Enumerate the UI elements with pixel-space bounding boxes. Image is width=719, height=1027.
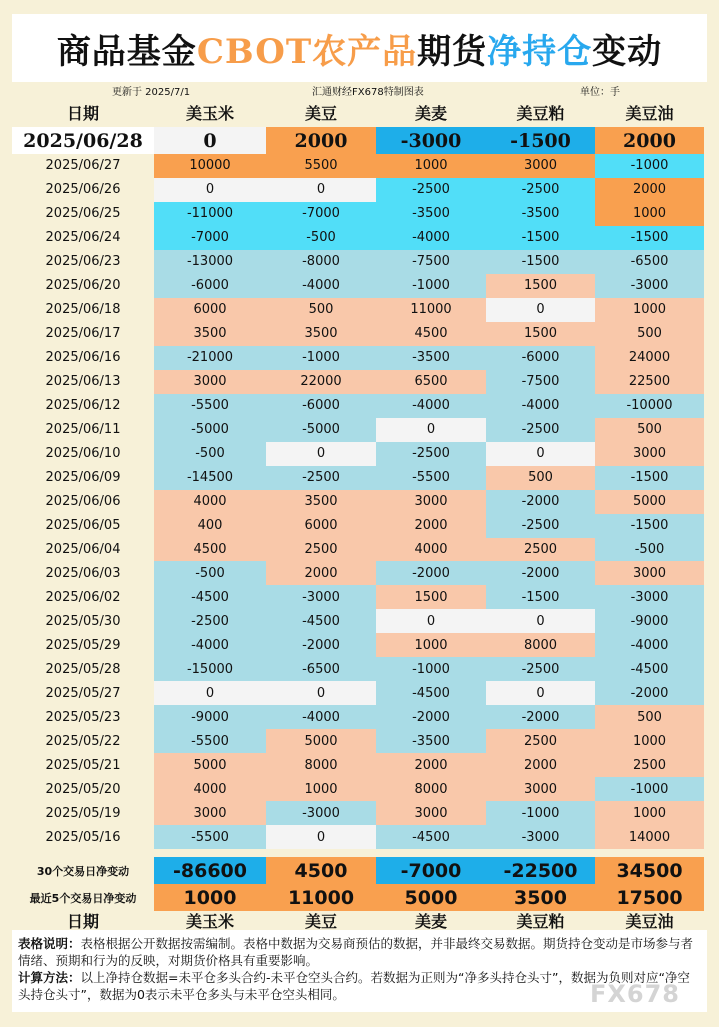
row-value: 1500: [486, 322, 595, 346]
latest-value: 2000: [595, 127, 704, 154]
summary-value: 11000: [266, 884, 376, 911]
row-value: -4000: [486, 394, 595, 418]
row-value: 4000: [154, 490, 266, 514]
row-date: 2025/06/18: [45, 302, 121, 318]
column-footer: 美豆油: [625, 912, 674, 930]
row-value: -3000: [595, 274, 704, 298]
row-date: 2025/06/04: [45, 542, 121, 557]
row-value: 1000: [595, 298, 704, 322]
row-date: 2025/06/13: [45, 374, 121, 390]
row-date: 2025/05/23: [45, 709, 121, 725]
row-value: 500: [266, 298, 376, 322]
row-value: -3500: [376, 202, 486, 226]
row-date: 2025/05/27: [45, 685, 121, 701]
row-value: -4000: [376, 226, 486, 250]
row-value: -6000: [154, 274, 266, 298]
row-value: 3000: [486, 777, 595, 801]
row-value: 2500: [266, 538, 376, 562]
row-date: 2025/06/24: [45, 230, 121, 246]
table-row: [12, 561, 704, 585]
table-description: 表格说明：表格根据公开数据按需编制。表格中数据为交易商预估的数据，并非最终交易数据。期货持仓变动是市场参与者情绪、预期和行为的反映，对期货价格具有重要影响。: [18, 936, 694, 968]
summary-value: -86600: [154, 857, 266, 884]
row-value: -4000: [266, 705, 376, 729]
row-value: -1000: [595, 777, 704, 801]
row-value: 0: [486, 609, 595, 633]
row-value: 500: [595, 322, 704, 346]
row-value: 2500: [595, 753, 704, 777]
row-value: 1500: [486, 274, 595, 298]
row-value: 1000: [376, 154, 486, 178]
row-value: 0: [154, 681, 266, 705]
row-value: -7500: [376, 250, 486, 274]
row-value: 2500: [486, 729, 595, 753]
row-value: 0: [376, 418, 486, 442]
summary-label: 最近5个交易日净变动: [29, 891, 137, 905]
row-value: -2000: [266, 633, 376, 657]
watermark: FX678: [590, 980, 680, 1008]
row-value: -500: [595, 538, 704, 562]
row-value: 24000: [595, 346, 704, 370]
row-value: 4500: [154, 538, 266, 562]
table-row: [12, 154, 704, 178]
row-value: -4500: [376, 681, 486, 705]
table-row: [12, 394, 704, 418]
row-value: -2500: [486, 514, 595, 538]
row-value: -7000: [266, 202, 376, 226]
latest-date: 2025/06/28: [12, 127, 154, 154]
table-row: [12, 490, 704, 514]
summary-value: -7000: [376, 857, 486, 884]
row-value: 5000: [266, 729, 376, 753]
row-date: 2025/05/28: [45, 661, 121, 677]
table-row: [12, 681, 704, 705]
row-value: 3000: [376, 801, 486, 825]
row-value: -1500: [595, 466, 704, 490]
row-value: 2000: [376, 514, 486, 538]
row-value: 0: [266, 825, 376, 849]
row-value: -9000: [595, 609, 704, 633]
row-value: -3000: [266, 801, 376, 825]
row-date: 2025/06/20: [45, 278, 121, 294]
row-value: -3000: [486, 825, 595, 849]
row-date: 2025/06/27: [45, 158, 121, 174]
row-value: 8000: [486, 633, 595, 657]
row-date: 2025/06/17: [45, 326, 121, 342]
row-value: 14000: [595, 825, 704, 849]
table-row: [12, 609, 704, 633]
summary-row: [12, 857, 704, 884]
row-value: -1500: [486, 585, 595, 609]
row-value: -2000: [376, 561, 486, 585]
row-value: -4000: [376, 394, 486, 418]
row-value: -3000: [595, 585, 704, 609]
row-value: 1000: [595, 801, 704, 825]
row-value: 6000: [266, 514, 376, 538]
row-date: 2025/06/05: [45, 518, 121, 534]
row-value: 1000: [266, 777, 376, 801]
row-value: -2500: [486, 178, 595, 202]
row-value: -1000: [595, 154, 704, 178]
row-value: -7000: [154, 226, 266, 250]
row-value: -2000: [486, 490, 595, 514]
latest-value: -1500: [486, 127, 595, 154]
row-value: 8000: [266, 753, 376, 777]
row-value: 4000: [376, 538, 486, 562]
row-value: 500: [595, 418, 704, 442]
row-value: -4500: [376, 825, 486, 849]
row-date: 2025/05/16: [45, 829, 121, 845]
row-value: 3500: [266, 322, 376, 346]
column-header-row: [12, 98, 704, 126]
calculation-method: 计算方法：以上净持仓数据=未平仓多头合约-未平仓空头合约。若数据为正则为“净多头持仓头寸”，数据为负则对应“净空头持仓头寸”，数据为0表示未平仓多头与未平仓空头相同。: [18, 970, 690, 1002]
row-value: 0: [266, 681, 376, 705]
row-value: 2000: [266, 561, 376, 585]
row-date: 2025/06/09: [45, 470, 121, 486]
row-value: 2500: [486, 538, 595, 562]
row-date: 2025/06/23: [45, 254, 121, 270]
table-row: [12, 585, 704, 609]
row-date: 2025/06/10: [45, 446, 121, 462]
source-label: 汇通财经FX678特制图表: [312, 87, 424, 98]
row-value: -4500: [266, 609, 376, 633]
column-header: 美麦: [414, 103, 447, 123]
row-value: -10000: [595, 394, 704, 418]
row-value: 500: [486, 466, 595, 490]
column-footer: 美麦: [414, 912, 447, 930]
table-row: [12, 442, 704, 466]
column-header: 美豆油: [625, 103, 674, 123]
row-date: 2025/05/21: [45, 757, 121, 773]
row-value: -500: [154, 561, 266, 585]
page-title: [12, 14, 707, 82]
row-value: -5500: [376, 466, 486, 490]
row-date: 2025/05/19: [45, 805, 121, 821]
table-row: [12, 418, 704, 442]
table-row: [12, 226, 704, 250]
table-row: [12, 322, 704, 346]
column-footer: 日期: [66, 912, 99, 930]
row-value: -3500: [376, 729, 486, 753]
summary-value: 17500: [595, 884, 704, 911]
row-value: -5000: [266, 418, 376, 442]
summary-value: 3500: [486, 884, 595, 911]
column-footer-row: [12, 911, 704, 930]
row-value: 3000: [595, 442, 704, 466]
row-value: -2500: [376, 178, 486, 202]
row-value: -2000: [595, 681, 704, 705]
table-row: [12, 825, 704, 849]
row-value: 500: [595, 705, 704, 729]
row-value: -1000: [376, 274, 486, 298]
row-value: 2000: [376, 753, 486, 777]
row-value: -15000: [154, 657, 266, 681]
table-row: [12, 178, 704, 202]
column-header: 美玉米: [185, 103, 234, 123]
latest-value: 0: [154, 127, 266, 154]
row-value: 3500: [154, 322, 266, 346]
row-value: 0: [486, 681, 595, 705]
row-value: 1500: [376, 585, 486, 609]
title-part-3: 期货: [417, 31, 488, 72]
row-value: -5500: [154, 825, 266, 849]
table-row: [12, 705, 704, 729]
row-value: 1000: [595, 202, 704, 226]
row-value: -2500: [266, 466, 376, 490]
row-date: 2025/06/06: [45, 494, 121, 510]
row-value: 3000: [486, 154, 595, 178]
row-date: 2025/06/02: [45, 589, 121, 605]
table-row: [12, 777, 704, 801]
row-date: 2025/06/25: [45, 206, 121, 222]
unit-label: 单位：手: [580, 87, 620, 98]
title-part-1: 商品基金: [56, 31, 197, 72]
column-footer: 美豆粕: [516, 912, 565, 930]
row-value: -2000: [486, 705, 595, 729]
row-value: -3500: [486, 202, 595, 226]
row-value: -5500: [154, 394, 266, 418]
row-value: -1500: [486, 250, 595, 274]
row-value: -21000: [154, 346, 266, 370]
row-value: 5500: [266, 154, 376, 178]
row-value: -2500: [486, 657, 595, 681]
row-date: 2025/06/26: [45, 182, 121, 198]
column-footer: 美玉米: [185, 912, 234, 930]
table-row: [12, 274, 704, 298]
row-value: -4500: [595, 657, 704, 681]
table-row: [12, 250, 704, 274]
table-row: [12, 729, 704, 753]
summary-value: 5000: [376, 884, 486, 911]
row-value: -3000: [266, 585, 376, 609]
row-date: 2025/06/12: [45, 398, 121, 414]
row-date: 2025/06/11: [45, 422, 121, 438]
row-date: 2025/05/29: [45, 637, 121, 653]
latest-value: -3000: [376, 127, 486, 154]
row-value: 5000: [154, 753, 266, 777]
row-value: 3000: [154, 801, 266, 825]
table-row: [12, 538, 704, 562]
table-row: [12, 801, 704, 825]
row-value: 0: [376, 609, 486, 633]
row-value: 3000: [595, 561, 704, 585]
summary-value: 4500: [266, 857, 376, 884]
table-row: [12, 202, 704, 226]
row-date: 2025/06/03: [45, 565, 121, 581]
row-value: 22000: [266, 370, 376, 394]
column-header: 美豆: [304, 103, 337, 123]
summary-value: 34500: [595, 857, 704, 884]
row-value: -2000: [376, 705, 486, 729]
latest-value: 2000: [266, 127, 376, 154]
row-value: 2000: [595, 178, 704, 202]
table-row: [12, 466, 704, 490]
column-header: 美豆粕: [516, 103, 565, 123]
row-value: -1500: [486, 226, 595, 250]
row-value: -7500: [486, 370, 595, 394]
summary-row: [12, 884, 704, 911]
row-value: -4000: [266, 274, 376, 298]
row-value: 8000: [376, 777, 486, 801]
row-value: 11000: [376, 298, 486, 322]
summary-label: 30个交易日净变动: [36, 864, 130, 878]
row-value: -2500: [376, 442, 486, 466]
summary-value: 1000: [154, 884, 266, 911]
row-value: 2000: [486, 753, 595, 777]
row-date: 2025/05/20: [45, 781, 121, 797]
row-value: -11000: [154, 202, 266, 226]
title-part-5: 变动: [592, 31, 663, 72]
row-value: -6000: [486, 346, 595, 370]
row-value: 22500: [595, 370, 704, 394]
row-value: 4500: [376, 322, 486, 346]
table-row: [12, 370, 704, 394]
row-value: -4500: [154, 585, 266, 609]
row-value: -500: [266, 226, 376, 250]
column-header: 日期: [66, 103, 99, 123]
row-value: -4000: [595, 633, 704, 657]
summary-value: -22500: [486, 857, 595, 884]
meta-line: [12, 82, 707, 98]
row-value: -2500: [486, 418, 595, 442]
row-value: 0: [154, 178, 266, 202]
row-value: 6500: [376, 370, 486, 394]
row-value: -1500: [595, 514, 704, 538]
row-value: -13000: [154, 250, 266, 274]
table-row: [12, 657, 704, 681]
updated-date: 更新于 2025/7/1: [112, 87, 191, 98]
row-value: -4000: [154, 633, 266, 657]
row-value: -1000: [376, 657, 486, 681]
row-value: 3500: [266, 490, 376, 514]
row-value: -6500: [266, 657, 376, 681]
title-part-2: CBOT农产品: [196, 31, 418, 72]
row-date: 2025/05/22: [45, 733, 121, 749]
row-value: 0: [486, 442, 595, 466]
row-value: -9000: [154, 705, 266, 729]
table-row: [12, 346, 704, 370]
row-value: 5000: [595, 490, 704, 514]
row-value: 4000: [154, 777, 266, 801]
row-value: 1000: [376, 633, 486, 657]
row-value: 3000: [154, 370, 266, 394]
row-value: -14500: [154, 466, 266, 490]
row-value: 1000: [595, 729, 704, 753]
table-row: [12, 753, 704, 777]
row-value: 0: [266, 178, 376, 202]
row-value: -500: [154, 442, 266, 466]
row-value: -1000: [486, 801, 595, 825]
table-row: [12, 514, 704, 538]
row-value: 0: [266, 442, 376, 466]
row-value: -6500: [595, 250, 704, 274]
column-footer: 美豆: [304, 912, 337, 930]
title-part-4: 净持仓: [487, 31, 593, 72]
latest-row: [12, 127, 704, 154]
row-value: -8000: [266, 250, 376, 274]
row-value: 0: [486, 298, 595, 322]
row-value: -3500: [376, 346, 486, 370]
row-date: 2025/06/16: [45, 350, 121, 366]
row-value: 400: [154, 514, 266, 538]
table-row: [12, 633, 704, 657]
row-value: -1500: [595, 226, 704, 250]
row-value: -5000: [154, 418, 266, 442]
row-value: -2000: [486, 561, 595, 585]
row-value: 6000: [154, 298, 266, 322]
row-value: -6000: [266, 394, 376, 418]
row-value: 3000: [376, 490, 486, 514]
row-value: -1000: [266, 346, 376, 370]
table-row: [12, 298, 704, 322]
row-date: 2025/05/30: [45, 613, 121, 629]
row-value: 10000: [154, 154, 266, 178]
row-value: -5500: [154, 729, 266, 753]
row-value: -2500: [154, 609, 266, 633]
